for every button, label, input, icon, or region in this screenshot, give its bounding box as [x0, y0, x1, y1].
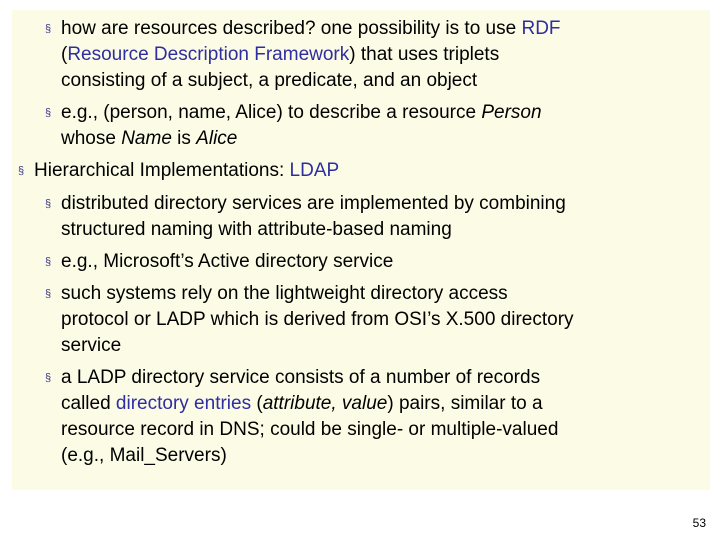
bullet-icon: § [18, 165, 25, 177]
hierarchical-heading: Hierarchical Implementations: LDAP [34, 160, 340, 181]
rdf-full-term: Resource Description Framework [67, 44, 350, 65]
sub-bullet-icon: § [45, 372, 52, 384]
rdf-term: RDF [521, 18, 561, 39]
sub-bullet-icon: § [45, 23, 52, 35]
rdf-line-3: consisting of a subject, a predicate, and an object [61, 70, 478, 91]
records-line-1: a LADP directory service consists of a number of records [61, 367, 541, 388]
sub-bullet-icon: § [45, 107, 52, 119]
distributed-line-2: structured naming with attribute-based naming [61, 219, 452, 240]
records-line-4: (e.g., Mail_Servers) [61, 445, 227, 466]
example-line-1: e.g., (person, name, Alice) to describe a resource Person [61, 102, 542, 123]
distributed-line-1: distributed directory services are implemented by combining [61, 193, 566, 214]
page-number: 53 [692, 516, 706, 530]
ldap-protocol-line-1: such systems rely on the lightweight directory access [61, 283, 508, 304]
records-line-2: called directory entries (attribute, value) pairs, similar to a [61, 393, 543, 414]
example-line-2: whose Name is Alice [61, 128, 238, 149]
sub-bullet-icon: § [45, 256, 52, 268]
ldap-term: LDAP [289, 160, 340, 181]
sub-bullet-icon: § [45, 288, 52, 300]
ldap-protocol-line-2: protocol or LADP which is derived from OSI’s X.500 directory [61, 309, 574, 330]
msad-line-1: e.g., Microsoft’s Active directory service [61, 251, 394, 272]
directory-entries-term: directory entries [115, 393, 252, 414]
records-line-3: resource record in DNS; could be single- or multiple-valued [61, 419, 559, 440]
sub-bullet-icon: § [45, 198, 52, 210]
rdf-line-1: how are resources described? one possibility is to use RDF [61, 18, 561, 39]
ldap-protocol-line-3: service [61, 335, 122, 356]
rdf-line-2: (Resource Description Framework) that uses triplets [61, 44, 500, 65]
